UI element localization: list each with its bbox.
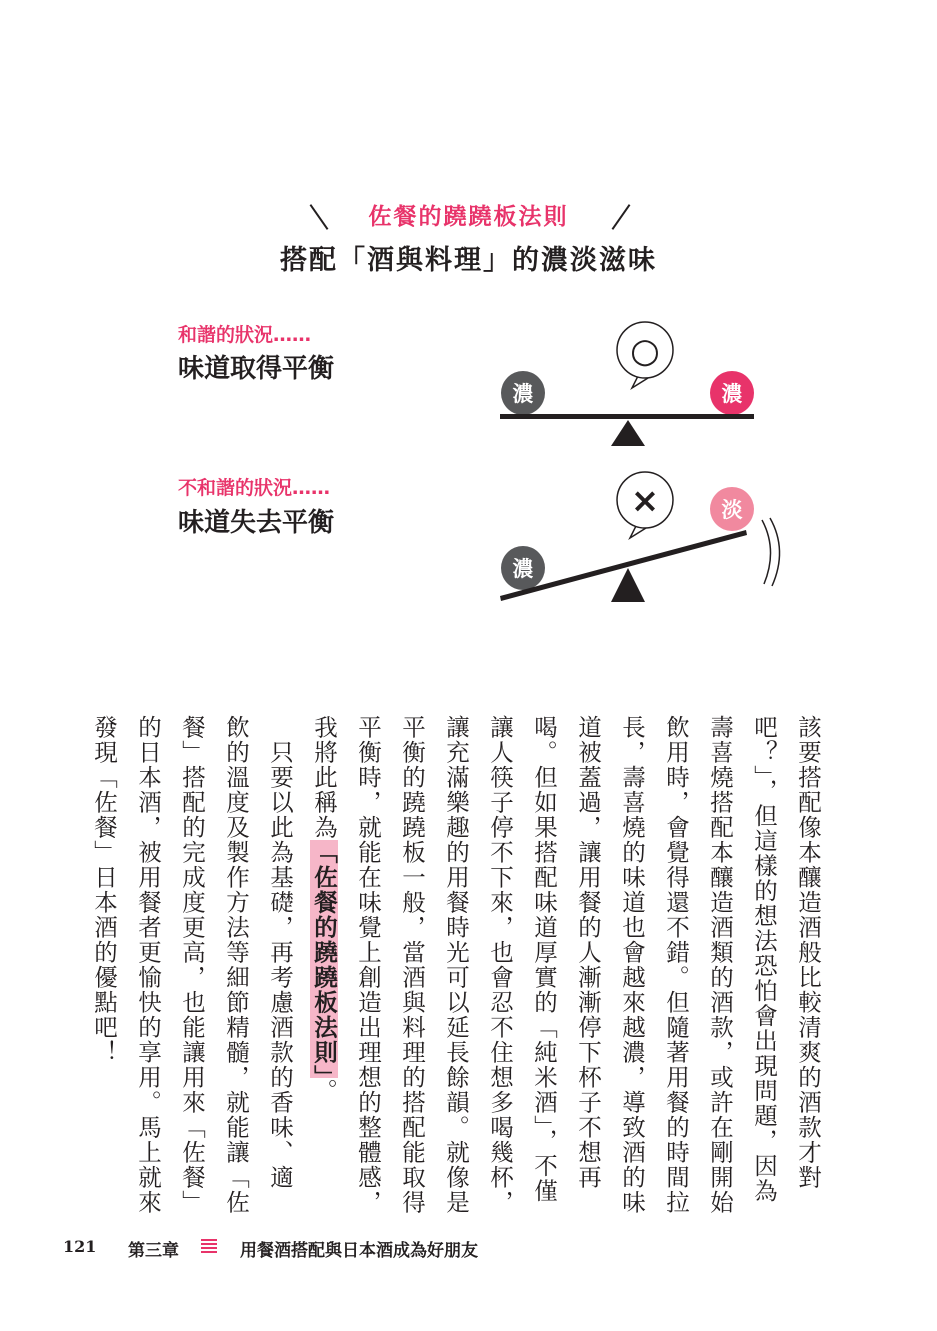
text-column: 只要以此為基礎，再考慮酒款的香味、適 xyxy=(266,715,294,1190)
beam-harmony xyxy=(500,414,754,419)
text-column: 道被蓋過，讓用餐的人漸漸停下杯子不想再 xyxy=(574,715,602,1190)
speech-bubble-ok xyxy=(617,322,673,388)
chapter-label: 第三章 xyxy=(128,1241,179,1261)
body-text xyxy=(70,715,830,1215)
text-column: 平衡的蹺蹺板一般，當酒與料理的搭配能取得 xyxy=(398,715,426,1215)
text-column: 讓充滿樂趣的用餐時光可以延長餘韻。就像是 xyxy=(442,715,470,1215)
weight-dark-disharmony-label: 濃 xyxy=(512,557,534,581)
harmony-text: 味道取得平衡 xyxy=(178,354,335,384)
motion-lines-icon xyxy=(762,518,780,586)
section-subtitle: 佐餐的蹺蹺板法則 xyxy=(368,204,569,230)
text-column: 飲用時，會覺得還不錯。但隨著用餐的時間拉 xyxy=(662,715,690,1215)
weight-pink-harmony-label: 濃 xyxy=(721,382,743,406)
text-column: 壽喜燒搭配本釀造酒類的酒款，或許在剛開始 xyxy=(706,715,734,1215)
chapter-title: 用餐酒搭配與日本酒成為好朋友 xyxy=(240,1241,478,1261)
highlighted-rule-name: 「佐餐的蹺蹺板法則」 xyxy=(310,840,338,1079)
speech-bubble-ng xyxy=(617,472,673,538)
harmony-label: 和諧的狀況…… xyxy=(178,324,312,346)
text-column: 的日本酒，被用餐者更愉快的享用。馬上就來 xyxy=(134,715,162,1215)
page-number: 121 xyxy=(63,1237,97,1256)
text-column: 長，壽喜燒的味道也會越來越濃，導致酒的味 xyxy=(618,715,646,1215)
text-before-highlight: 我將此稱為 xyxy=(310,715,338,840)
text-column: 飲的溫度及製作方法等細節精髓，就能讓「佐 xyxy=(222,715,250,1215)
text-column: 喝。但如果搭配味道厚實的「純米酒」，不僅 xyxy=(530,715,558,1204)
harmony-seesaw xyxy=(500,322,754,446)
text-column: 餐」搭配的完成度更高，也能讓用來「佐餐」 xyxy=(178,715,206,1215)
chapter-stripes-icon xyxy=(201,1239,217,1255)
text-column-highlight xyxy=(302,715,346,1215)
disharmony-text: 味道失去平衡 xyxy=(178,508,335,538)
weight-dark-harmony-label: 濃 xyxy=(512,382,534,406)
text-column: 該要搭配像本釀造酒般比較清爽的酒款才對 xyxy=(794,715,822,1190)
weight-light-disharmony-label: 淡 xyxy=(721,498,743,522)
fulcrum-disharmony xyxy=(611,568,645,602)
text-after-highlight: 。 xyxy=(310,1078,338,1104)
cross-icon: × xyxy=(630,481,660,521)
disharmony-label: 不和諧的狀況…… xyxy=(178,477,331,499)
section-title: 搭配「酒與料理」的濃淡滋味 xyxy=(280,245,657,276)
text-column: 讓人筷子停不下來，也會忍不住想多喝幾杯， xyxy=(486,715,514,1215)
text-column: 發現「佐餐」日本酒的優點吧！ xyxy=(90,715,118,1065)
disharmony-seesaw xyxy=(500,472,780,602)
text-column: 吧？」，但這樣的想法恐怕會出現問題，因為 xyxy=(750,715,778,1204)
page-footer xyxy=(0,1236,937,1261)
fulcrum-harmony xyxy=(611,420,645,446)
text-column: 平衡時，就能在味覺上創造出理想的整體感， xyxy=(354,715,382,1215)
circle-icon: ○ xyxy=(630,331,660,371)
